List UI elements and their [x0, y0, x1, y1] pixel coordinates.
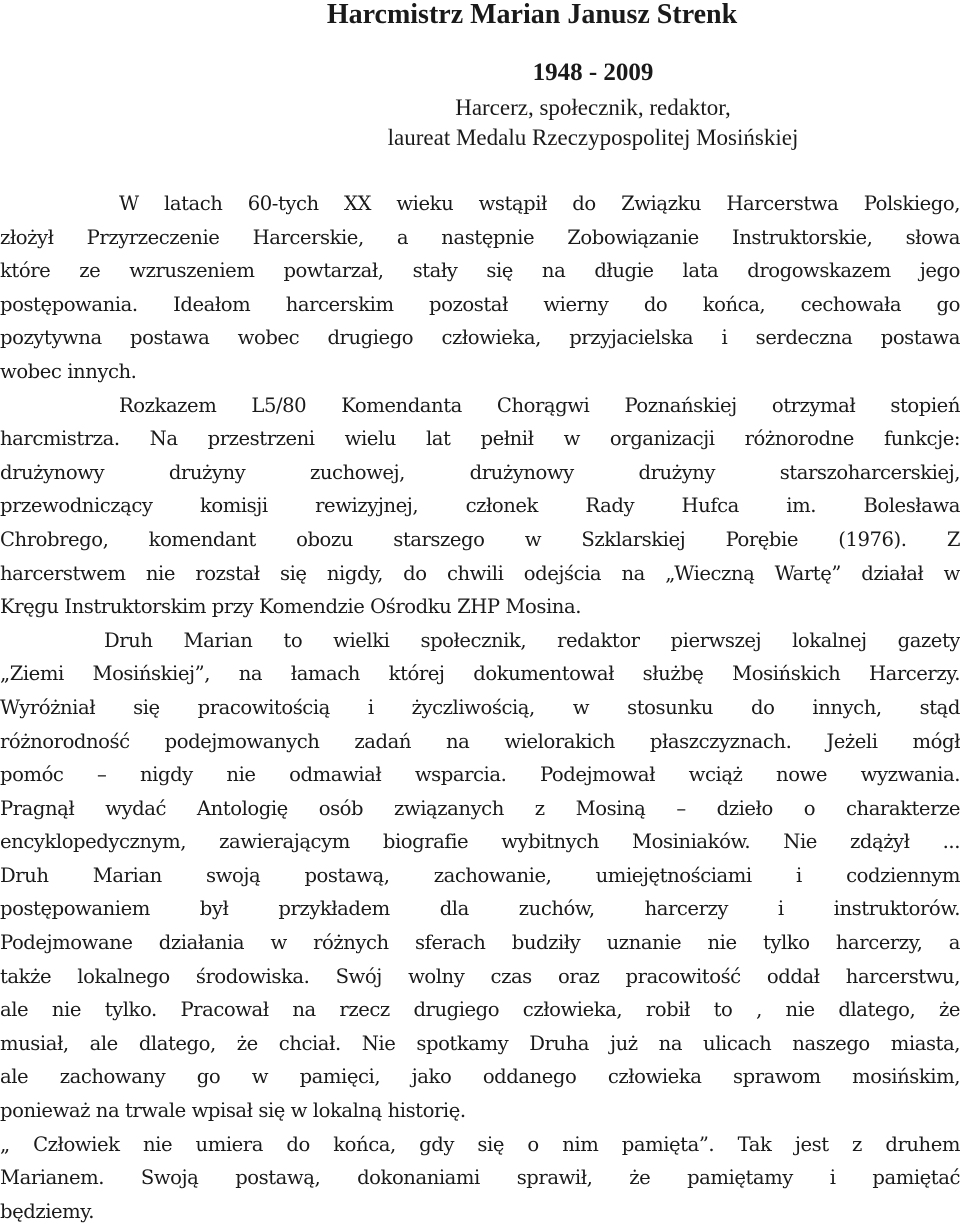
body-line: wobec innych.	[0, 359, 137, 383]
body-line: Podejmowane działania w różnych sferach budziły uznanie nie tylko harcerzy, a	[0, 931, 960, 955]
document-body	[0, 187, 960, 1228]
life-years: 1948 - 2009	[532, 59, 654, 86]
body-line: także lokalnego środowiska. Swój wolny czas oraz pracowitość oddał harcerstwu,	[0, 964, 960, 988]
body-line: Rozkazem L5/80 Komendanta Chorągwi Poznańskiej otrzymał stopień	[119, 393, 960, 417]
body-line: Druh Marian swoją postawą, zachowanie, umiejętnościami i codziennym	[0, 863, 960, 887]
body-line: ponieważ na trwale wpisał się w lokalną historię.	[0, 1099, 466, 1123]
body-line: pozytywna postawa wobec drugiego człowieka, przyjacielska i serdeczna postawa	[0, 326, 960, 350]
body-line: Marianem. Swoją postawą, dokonaniami sprawił, że pamiętamy i pamiętać	[0, 1166, 960, 1190]
subtitle-line: Harcerz, społecznik, redaktor,	[455, 95, 731, 120]
body-line: pomóc – nigdy nie odmawiał wsparcia. Podejmował wciąż nowe wyzwania.	[0, 763, 960, 787]
body-line: „ Człowiek nie umiera do końca, gdy się o nim pamięta”. Tak jest z druhem	[0, 1132, 960, 1156]
body-line: będziemy.	[0, 1199, 95, 1223]
body-line: Kręgu Instruktorskim przy Komendzie Ośrodku ZHP Mosina.	[0, 595, 581, 619]
body-line: drużynowy drużyny zuchowej, drużynowy drużyny starszoharcerskiej,	[0, 460, 960, 484]
body-line: postępowania. Ideałom harcerskim pozostał wierny do końca, cechowała go	[0, 292, 960, 316]
body-line: „Ziemi Mosińskiej”, na łamach której dokumentował służbę Mosińskich Harcerzy.	[0, 662, 960, 686]
subtitle	[0, 93, 960, 153]
body-line: encyklopedycznym, zawierającym biografie wybitnych Mosiniaków. Nie zdążył ...	[0, 830, 960, 854]
body-line: ale nie tylko. Pracował na rzecz drugiego człowieka, robił to , nie dlatego, że	[0, 998, 960, 1022]
body-line: które ze wzruszeniem powtarzał, stały się na długie lata drogowskazem jego	[0, 259, 960, 283]
document-title: Harcmistrz Marian Janusz Strenk	[326, 0, 738, 30]
body-line: przewodniczący komisji rewizyjnej, członek Rady Hufca im. Bolesława	[0, 494, 960, 518]
body-line: złożył Przyrzeczenie Harcerskie, a następnie Zobowiązanie Instruktorskie, słowa	[0, 225, 960, 249]
body-line: Chrobrego, komendant obozu starszego w Szklarskiej Porębie (1976). Z	[0, 527, 960, 551]
subtitle-line: laureat Medalu Rzeczypospolitej Mosińskiej	[387, 125, 799, 150]
body-line: różnorodność podejmowanych zadań na wielorakich płaszczyznach. Jeżeli mógł	[0, 729, 960, 753]
body-line: musiał, ale dlatego, że chciał. Nie spotkamy Druha już na ulicach naszego miasta,	[0, 1031, 960, 1055]
body-line: ale zachowany go w pamięci, jako oddanego człowieka sprawom mosińskim,	[0, 1065, 960, 1089]
body-line: harcerstwem nie rozstał się nigdy, do chwili odejścia na „Wieczną Wartę” działał w	[0, 561, 960, 585]
body-line: postępowaniem był przykładem dla zuchów, harcerzy i instruktorów.	[0, 897, 960, 921]
body-line: Wyróżniał się pracowitością i życzliwością, w stosunku do innych, stąd	[0, 695, 960, 719]
body-line: Druh Marian to wielki społecznik, redaktor pierwszej lokalnej gazety	[104, 628, 960, 652]
body-line: W latach 60-tych XX wieku wstąpił do Związku Harcerstwa Polskiego,	[119, 192, 960, 215]
body-line: harcmistrza. Na przestrzeni wielu lat pełnił w organizacji różnorodne funkcje:	[0, 427, 960, 451]
body-line: Pragnął wydać Antologię osób związanych z Mosiną – dzieło o charakterze	[0, 796, 960, 820]
